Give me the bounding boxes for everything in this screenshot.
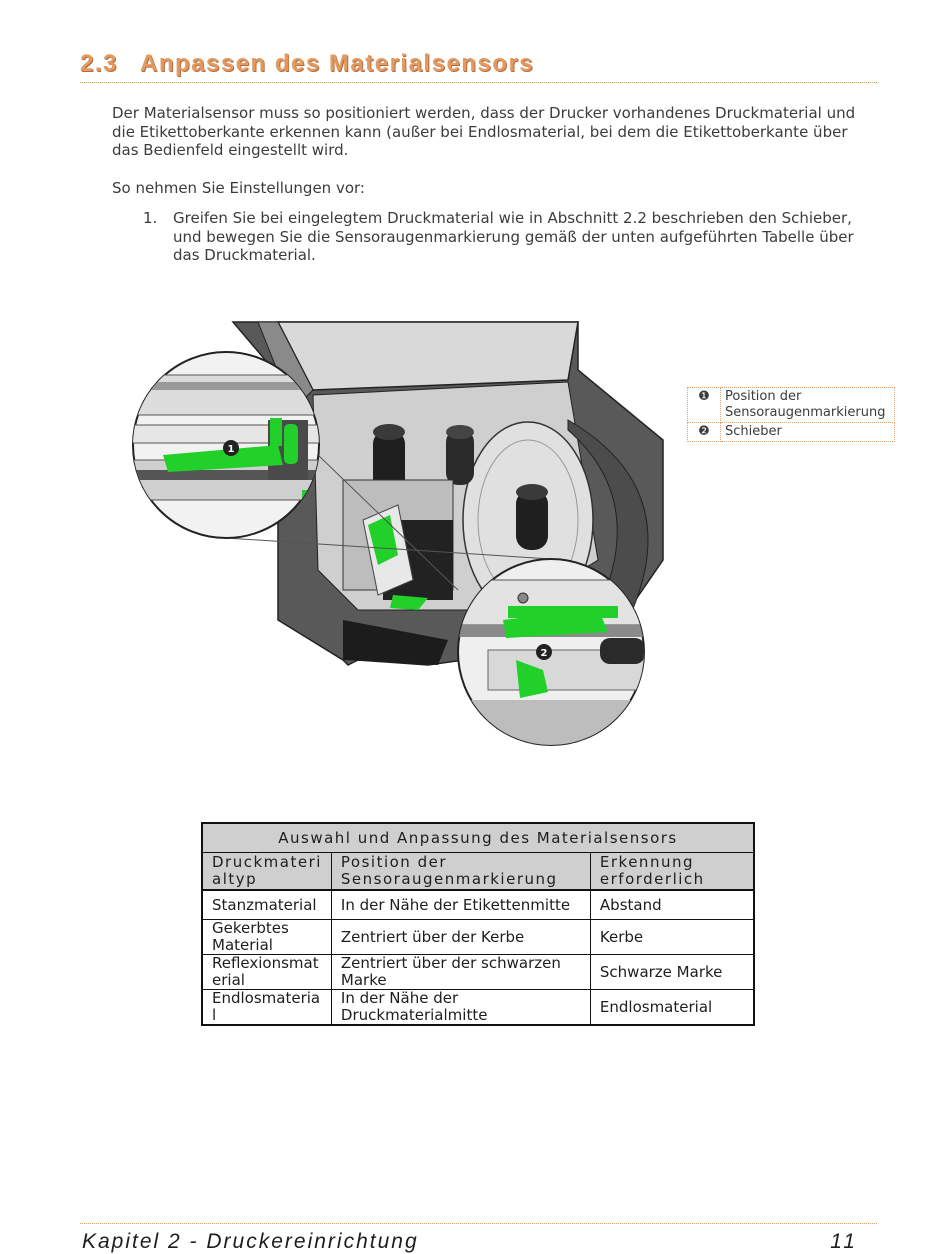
table-caption: Auswahl und Anpassung des Materialsensors [202, 823, 754, 853]
legend-row [688, 423, 895, 442]
table-row [202, 890, 754, 920]
table-cell: Zentriert über der Kerbe [331, 920, 590, 955]
callout-2: 2 [540, 648, 548, 659]
header-sensor-position: Position der Sensoraugenmarkierung [331, 853, 590, 891]
section-title: Anpassen des Materialsensors [140, 50, 535, 77]
table-cell: Gekerbtes Material [202, 920, 331, 955]
section-number: 2.3 [80, 50, 118, 77]
table-cell: Endlosmateria l [202, 990, 331, 1026]
table-cell: Reflexionsmat erial [202, 955, 331, 990]
table-row [202, 955, 754, 990]
legend-key-2: ❷ [688, 423, 721, 442]
table-header-row [202, 853, 754, 891]
table-caption-row [202, 823, 754, 853]
footer-divider [80, 1223, 877, 1224]
header-detection: Erkennung erforderlich [590, 853, 754, 891]
callout-1: 1 [227, 444, 235, 455]
sensor-table [201, 822, 755, 1026]
footer-chapter: Kapitel 2 - Druckereinrichtung [82, 1230, 419, 1253]
legend-label-1: Position der Sensoraugenmarkierung [721, 388, 895, 423]
figure-legend [687, 387, 895, 442]
legend-row [688, 388, 895, 423]
step-text: Greifen Sie bei eingelegtem Druckmaterial wie in Abschnitt 2.2 beschrieben den Schieber, und bewegen Sie die Sensoraugenmarkierung gemäß der unten aufgeführten Tabelle über das Druckmaterial. [173, 209, 854, 264]
page-number: 11 [830, 1230, 858, 1253]
table-cell: Kerbe [590, 920, 754, 955]
table-cell: Stanzmaterial [202, 890, 331, 920]
printer-illustration [128, 320, 668, 750]
intro-paragraph: Der Materialsensor muss so positioniert werden, dass der Drucker vorhandenes Druckmaterial und die Etikettoberkante erkennen kann (außer bei Endlosmaterial, bei dem die Etikettoberkante über das Bedienfeld eingestellt wird. [112, 104, 856, 159]
lead-paragraph: So nehmen Sie Einstellungen vor: [112, 179, 365, 197]
table-cell: Abstand [590, 890, 754, 920]
section-heading [80, 50, 877, 83]
table-row [202, 990, 754, 1026]
table-cell: Endlosmaterial [590, 990, 754, 1026]
header-material-type: Druckmateri altyp [202, 853, 331, 891]
step-number: 1. [143, 209, 158, 227]
legend-key-1: ❶ [688, 388, 721, 423]
table-row [202, 920, 754, 955]
table-cell: Schwarze Marke [590, 955, 754, 990]
table-cell: In der Nähe der Etikettenmitte [331, 890, 590, 920]
legend-label-2: Schieber [721, 423, 895, 442]
table-cell: Zentriert über der schwarzen Marke [331, 955, 590, 990]
table-cell: In der Nähe der Druckmaterialmitte [331, 990, 590, 1026]
